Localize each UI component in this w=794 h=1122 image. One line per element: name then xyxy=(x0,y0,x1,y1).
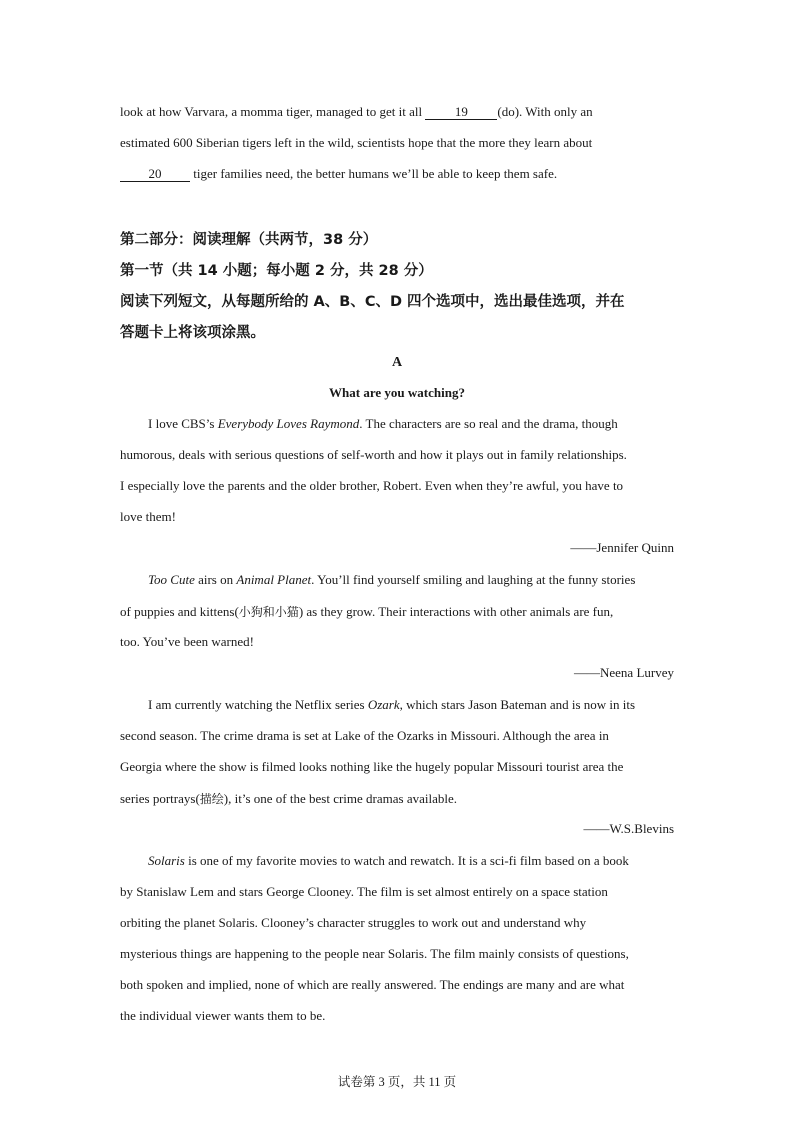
answer-blank-19: 19 xyxy=(425,105,497,120)
p1-line-2: humorous, deals with serious questions of self-worth and how it plays out in family relationships. xyxy=(120,447,627,462)
p2-line-2 xyxy=(120,603,613,620)
text: I love CBS’s xyxy=(148,416,218,431)
p3-signature: ——W.S.Blevins xyxy=(583,821,674,836)
p1-line-1 xyxy=(148,416,618,432)
p3-line-3: Georgia where the show is filmed looks nothing like the hugely popular Missouri tourist area the xyxy=(120,759,624,774)
passage-label: A xyxy=(391,355,403,370)
cloze-line-2: estimated 600 Siberian tigers left in the wild, scientists hope that the more they learn about xyxy=(120,135,593,150)
p1-line-4: love them! xyxy=(120,509,176,524)
show-title: Everybody Loves Raymond xyxy=(217,416,360,431)
text: , which stars Jason Bateman and is now in its xyxy=(399,697,636,712)
text: ), it’s one of the best crime dramas available. xyxy=(223,791,457,806)
p2-line-3: too. You’ve been warned! xyxy=(120,634,254,649)
answer-blank-20: 20 xyxy=(120,167,190,182)
text: . You’ll find yourself smiling and laughing at the funny stories xyxy=(311,572,636,587)
p4-line-1 xyxy=(148,853,629,869)
show-title: Too Cute xyxy=(148,572,195,587)
p4-line-6: the individual viewer wants them to be. xyxy=(120,1008,326,1023)
chinese-gloss: 小狗和小猫 xyxy=(238,605,299,619)
text: is one of my favorite movies to watch and rewatch. It is a sci-fi film based on a book xyxy=(184,853,629,868)
p3-line-4 xyxy=(120,790,457,807)
show-title: Ozark xyxy=(367,697,400,712)
p4-line-3: orbiting the planet Solaris. Clooney’s character struggles to work out and understand why xyxy=(120,915,587,930)
cloze-line-3 xyxy=(120,166,557,182)
movie-title: Solaris xyxy=(148,853,185,868)
cloze-text: (do). With only an xyxy=(497,104,593,119)
text: series portrays( xyxy=(120,791,200,806)
channel-name: Animal Planet xyxy=(236,572,312,587)
p4-line-4: mysterious things are happening to the people near Solaris. The film mainly consists of questions, xyxy=(120,946,629,961)
p4-line-2: by Stanislaw Lem and stars George Clooney. The film is set almost entirely on a space station xyxy=(120,884,608,899)
instruction-line-2: 答题卡上将该项涂黑。 xyxy=(120,325,265,341)
p1-signature: ——Jennifer Quinn xyxy=(570,540,674,555)
cloze-line-1 xyxy=(120,104,593,120)
text: airs on xyxy=(194,572,237,587)
p3-line-1 xyxy=(148,697,635,713)
page-footer: 试卷第 3 页，共 11 页 xyxy=(337,1075,457,1089)
cloze-text: tiger families need, the better humans we’ll be able to keep them safe. xyxy=(190,166,558,181)
p2-signature: ——Neena Lurvey xyxy=(574,665,674,680)
text: ) as they grow. Their interactions with other animals are fun, xyxy=(298,604,614,619)
instruction-line-1: 阅读下列短文，从每题所给的 A、B、C、D 四个选项中，选出最佳选项，并在 xyxy=(120,294,625,310)
text: I am currently watching the Netflix series xyxy=(148,697,368,712)
text: of puppies and kittens( xyxy=(120,604,239,619)
passage-title: What are you watching? xyxy=(329,385,465,400)
p3-line-2: second season. The crime drama is set at Lake of the Ozarks in Missouri. Although the area in xyxy=(120,728,609,743)
p4-line-5: both spoken and implied, none of which are really answered. The endings are many and are what xyxy=(120,977,625,992)
p1-line-3: I especially love the parents and the older brother, Robert. Even when they’re awful, you have to xyxy=(120,478,624,493)
cloze-text: look at how Varvara, a momma tiger, managed to get it all xyxy=(120,104,426,119)
chinese-gloss: 描绘 xyxy=(199,792,224,806)
sub-title: 第一节（共 14 小题；每小题 2 分，共 28 分） xyxy=(120,263,433,279)
part-title: 第二部分：阅读理解（共两节，38 分） xyxy=(120,232,378,248)
text: . The characters are so real and the drama, though xyxy=(359,416,618,431)
p2-line-1 xyxy=(148,572,635,588)
